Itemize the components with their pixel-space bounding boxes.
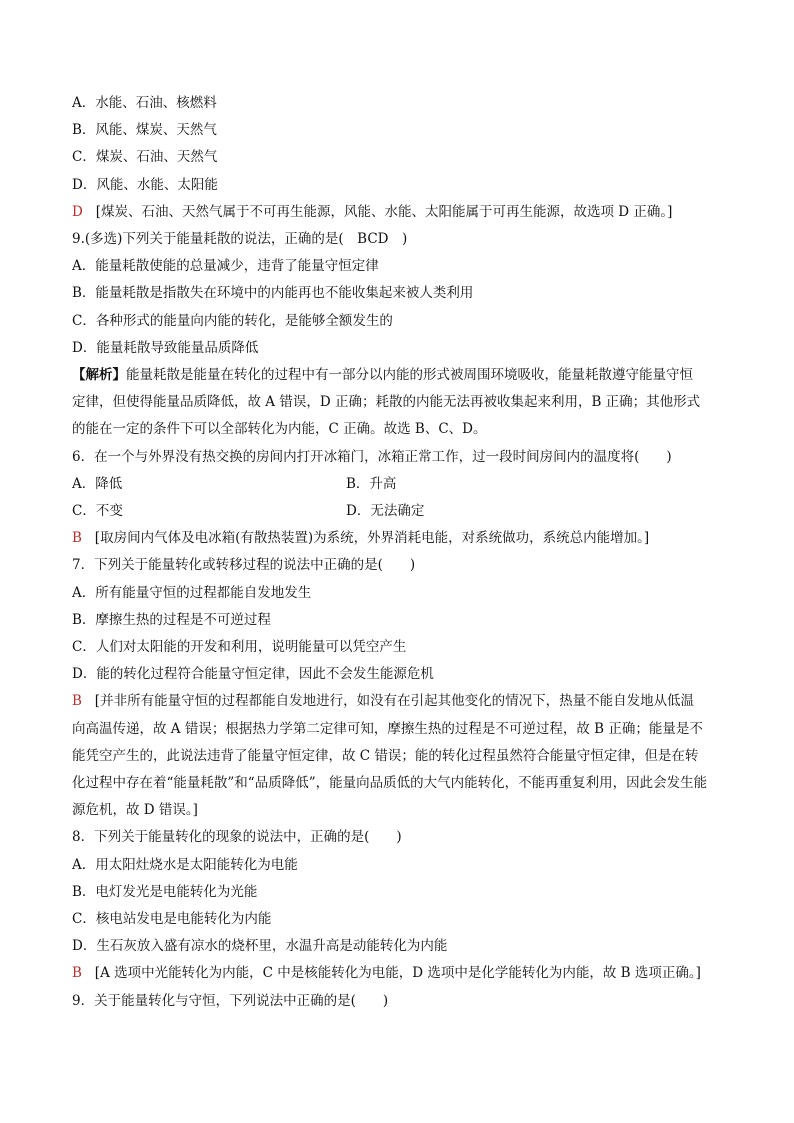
- line-text: 的能在一定的条件下可以全部转化为内能，C 正确。故选 B、C、D。: [72, 421, 487, 438]
- text-line: [72, 879, 722, 906]
- text-line: [72, 960, 722, 987]
- line-text: 7．下列关于能量转化或转移过程的说法中正确的是( ): [72, 557, 416, 574]
- line-text: 6．在一个与外界没有热交换的房间内打开冰箱门，冰箱正常工作，过一段时间房间内的温度将( ): [72, 448, 672, 465]
- line-text: A．能量耗散使能的总量减少，违背了能量守恒定律: [72, 258, 379, 275]
- spacer: [82, 693, 95, 709]
- text-line: [72, 906, 722, 933]
- line-text: 8．下列关于能量转化的现象的说法中，正确的是( ): [72, 829, 402, 846]
- text-line: [72, 416, 722, 443]
- text-line: [72, 498, 722, 525]
- text-line: [72, 172, 722, 199]
- text-line: [72, 280, 722, 307]
- text-line: [72, 335, 722, 362]
- text-line: [72, 770, 722, 797]
- text-line: [72, 580, 722, 607]
- answer-letter: D: [72, 203, 83, 220]
- text-line: [72, 552, 722, 579]
- text-line: [72, 253, 722, 280]
- line-text: 向高温传递，故 A 错误；根据热力学第二定律可知，摩擦生热的过程是不可逆过程，故 B 正确；能量是不: [72, 720, 703, 737]
- analysis-label: 【解析】: [72, 367, 126, 383]
- option-right-column: D．无法确定: [346, 503, 425, 519]
- line-text: 化过程中存在着“能量耗散”和“品质降低”，能量向品质低的大气内能转化，不能再重复利用，因此会发生能: [72, 775, 708, 791]
- line-text: 定律，但使得能量品质降低，故 A 错误，D 正确；耗散的内能无法再被收集起来利用，B 正确；其他形式: [72, 394, 701, 411]
- text-line: [72, 716, 722, 743]
- text-line: [72, 933, 722, 960]
- line-text: A．水能、石油、核燃料: [72, 95, 217, 111]
- line-text: A．降低: [72, 475, 123, 492]
- line-text: A．用太阳灶烧水是太阳能转化为电能: [72, 856, 298, 873]
- text-line: [72, 824, 722, 851]
- line-text: C．核电站发电是电能转化为内能: [72, 911, 272, 927]
- line-text: A．所有能量守恒的过程都能自发地发生: [72, 584, 312, 601]
- text-line: [72, 743, 722, 770]
- answer-letter: B: [72, 530, 82, 547]
- line-text: [并非所有能量守恒的过程都能自发地进行，如没有在引起其他变化的情况下，热量不能自发地从低温: [94, 693, 695, 710]
- spacer: [82, 530, 95, 546]
- line-text: D．能的转化过程符合能量守恒定律，因此不会发生能源危机: [72, 666, 434, 683]
- answer-letter: B: [72, 965, 82, 982]
- text-line: [72, 661, 722, 688]
- text-line: [72, 389, 722, 416]
- text-line: [72, 144, 722, 171]
- line-text: 9.(多选)下列关于能量耗散的说法，正确的是( BCD ): [72, 231, 408, 247]
- line-text: [A 选项中光能转化为内能，C 中是核能转化为电能，D 选项中是化学能转化为内能，故 B 选项正确。]: [94, 965, 701, 982]
- text-line: [72, 199, 722, 226]
- line-text: [取房间内气体及电冰箱(有散热装置)为系统，外界消耗电能，对系统做功，系统总内能增加。]: [94, 530, 650, 547]
- text-line: [72, 362, 722, 389]
- line-text: 源危机，故 D 错误。]: [72, 802, 198, 819]
- text-line: [72, 226, 722, 253]
- line-text: C．各种形式的能量向内能的转化，是能够全额发生的: [72, 312, 393, 329]
- text-line: [72, 117, 722, 144]
- text-line: [72, 607, 722, 634]
- line-text: C．人们对太阳能的开发和利用，说明能量可以凭空产生: [72, 639, 407, 655]
- line-text: 能凭空产生的，此说法违背了能量守恒定律，故 C 错误；能的转化过程虽然符合能量守恒定律，但是在转: [72, 747, 699, 764]
- line-text: D．能量耗散导致能量品质降低: [72, 339, 259, 356]
- text-line: [72, 988, 722, 1015]
- text-line: [72, 90, 722, 117]
- text-line: [72, 308, 722, 335]
- line-text: C．煤炭、石油、天然气: [72, 149, 218, 166]
- line-text: B．电灯发光是电能转化为光能: [72, 883, 258, 900]
- spacer: [83, 204, 96, 220]
- text-line: [72, 688, 722, 715]
- text-line: [72, 797, 722, 824]
- text-line: [72, 634, 722, 661]
- text-line: [72, 852, 722, 879]
- line-text: D．风能、水能、太阳能: [72, 176, 218, 193]
- answer-letter: B: [72, 693, 82, 710]
- line-text: B．能量耗散是指散失在环境中的内能再也不能收集起来被人类利用: [72, 285, 474, 302]
- spacer: [82, 965, 95, 981]
- line-text: [煤炭、石油、天然气属于不可再生能源，风能、水能、太阳能属于可再生能源，故选项 D 正确。]: [95, 203, 673, 220]
- line-text: 9．关于能量转化与守恒，下列说法中正确的是( ): [72, 992, 389, 1009]
- line-text: 能量耗散是能量在转化的过程中有一部分以内能的形式被周围环境吸收，能量耗散遵守能量守恒: [126, 367, 693, 383]
- text-line: [72, 444, 722, 471]
- line-text: C．不变: [72, 503, 123, 519]
- text-line: [72, 525, 722, 552]
- text-line: [72, 471, 722, 498]
- line-text: B．摩擦生热的过程是不可逆过程: [72, 611, 271, 628]
- line-text: B．风能、煤炭、天然气: [72, 122, 217, 139]
- option-right-column: B．升高: [346, 475, 397, 492]
- line-text: D．生石灰放入盛有凉水的烧杯里，水温升高是动能转化为内能: [72, 938, 448, 955]
